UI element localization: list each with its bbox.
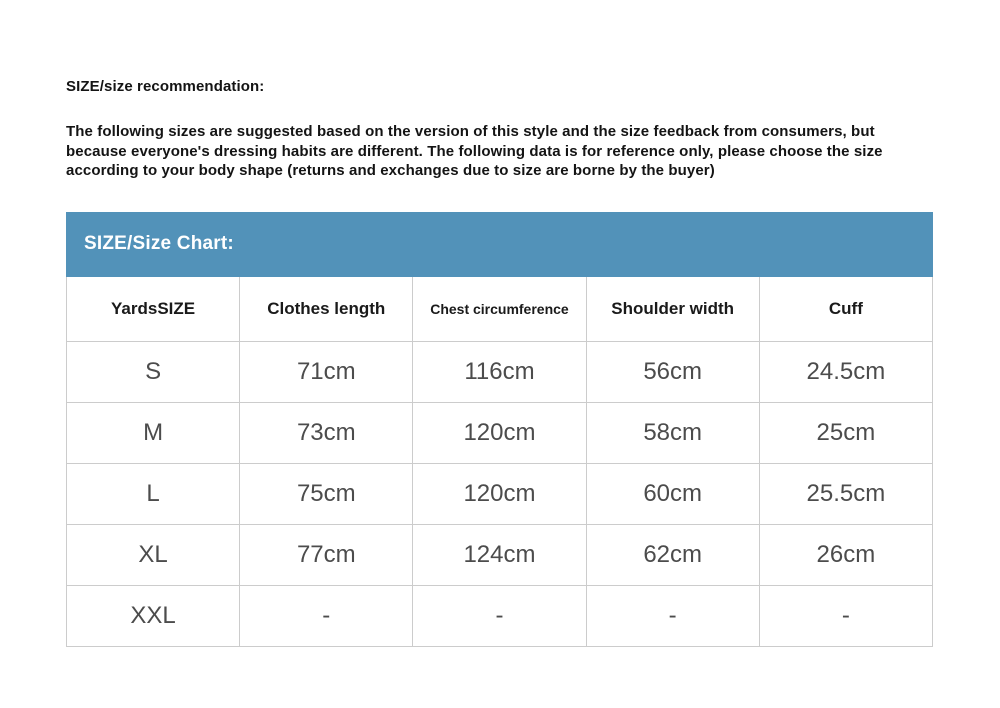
column-header-cuff: Cuff (759, 277, 932, 342)
table-header-row (67, 277, 933, 342)
table-row-xl (67, 525, 933, 586)
size-label-cell: XL (67, 525, 240, 586)
table-row-s (67, 342, 933, 403)
size-label-cell: L (67, 464, 240, 525)
size-chart-title-bar (66, 212, 933, 277)
table-row-xxl (67, 586, 933, 647)
cuff-cell: 25.5cm (759, 464, 932, 525)
chest-circumference-cell: 120cm (413, 403, 586, 464)
chest-circumference-cell: 120cm (413, 464, 586, 525)
clothes-length-cell: 71cm (240, 342, 413, 403)
clothes-length-cell: 75cm (240, 464, 413, 525)
column-header-shoulder-width: Shoulder width (586, 277, 759, 342)
size-disclaimer-text: The following sizes are suggested based on the version of this style and the size feedback from consumers, but because everyone's dressing habits are different. The following data is for reference only, please choose the size according to your body shape (returns and exchanges due to size are borne by the buyer) (66, 123, 883, 179)
chest-circumference-cell: - (413, 586, 586, 647)
cuff-cell: 26cm (759, 525, 932, 586)
column-header-yards-size: YardsSIZE (67, 277, 240, 342)
table-row-l (67, 464, 933, 525)
size-chart-title: SIZE/Size Chart: (84, 233, 234, 254)
column-header-chest-circumference: Chest circumference (413, 277, 586, 342)
table-row-m (67, 403, 933, 464)
section-heading: SIZE/size recommendation: (66, 78, 265, 95)
shoulder-width-cell: 56cm (586, 342, 759, 403)
chest-circumference-cell: 124cm (413, 525, 586, 586)
column-header-clothes-length: Clothes length (240, 277, 413, 342)
chest-circumference-cell: 116cm (413, 342, 586, 403)
shoulder-width-cell: 62cm (586, 525, 759, 586)
clothes-length-cell: - (240, 586, 413, 647)
shoulder-width-cell: 60cm (586, 464, 759, 525)
cuff-cell: - (759, 586, 932, 647)
size-label-cell: M (67, 403, 240, 464)
cuff-cell: 24.5cm (759, 342, 932, 403)
clothes-length-cell: 73cm (240, 403, 413, 464)
size-chart-table (66, 277, 933, 648)
size-label-cell: S (67, 342, 240, 403)
shoulder-width-cell: - (586, 586, 759, 647)
clothes-length-cell: 77cm (240, 525, 413, 586)
cuff-cell: 25cm (759, 403, 932, 464)
size-label-cell: XXL (67, 586, 240, 647)
shoulder-width-cell: 58cm (586, 403, 759, 464)
